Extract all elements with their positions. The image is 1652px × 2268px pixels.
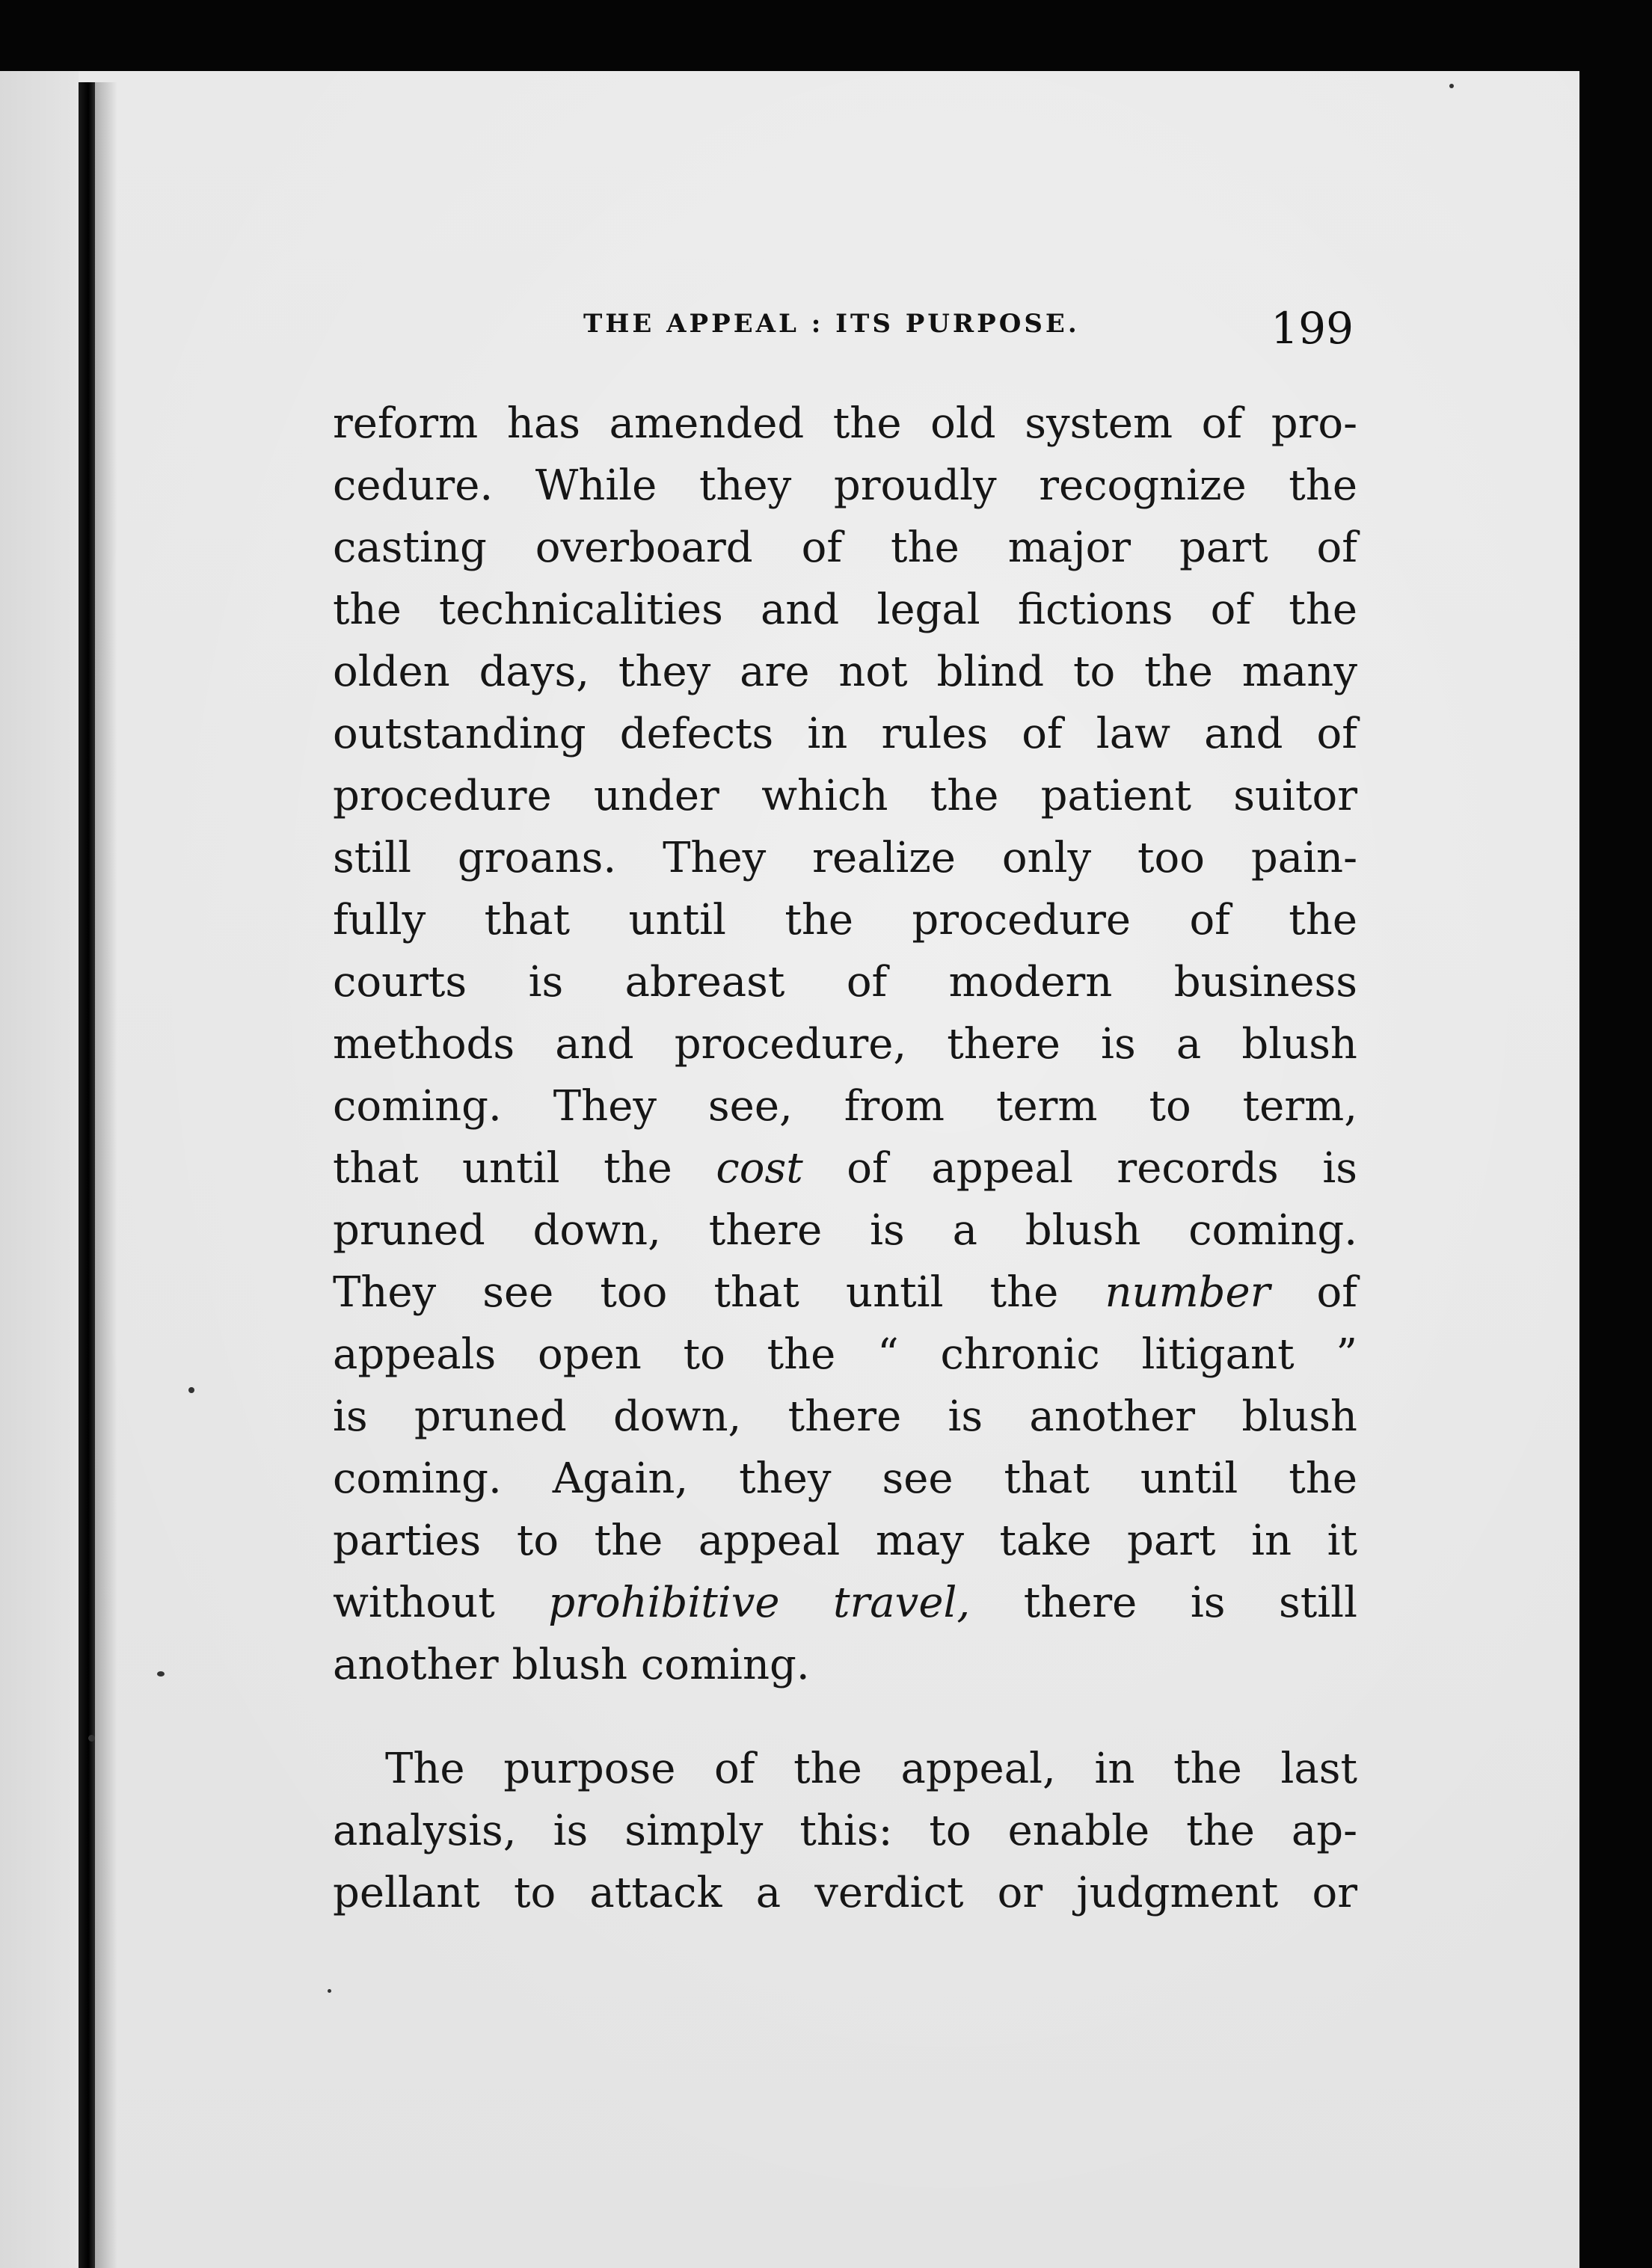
spine-shadow xyxy=(95,82,117,2268)
text-line: cedure. While they proudly recognize the xyxy=(333,461,1357,510)
text-line: outstanding defects in rules of law and of xyxy=(333,710,1357,758)
adjacent-page-margin xyxy=(0,71,79,2268)
text-line: pruned down, there is a blush coming. xyxy=(333,1206,1357,1255)
text-line: coming. Again, they see that until the xyxy=(333,1454,1357,1503)
text-line: is pruned down, there is another blush xyxy=(333,1392,1357,1441)
text-segment: of xyxy=(1270,1268,1357,1317)
text-line: reform has amended the old system of pro- xyxy=(333,399,1357,448)
book-spine xyxy=(79,82,95,2268)
text-line: pellant to attack a verdict or judgment or xyxy=(333,1869,1357,1917)
text-line xyxy=(333,1261,1357,1324)
dust-speck xyxy=(188,1387,194,1393)
italic-term: cost xyxy=(716,1144,803,1193)
scan-border-top xyxy=(0,0,1652,75)
text-segment: They see too that until the xyxy=(333,1268,1105,1317)
text-line xyxy=(333,1137,1357,1199)
text-segment: of appeal records is xyxy=(802,1144,1358,1193)
text-line: another blush coming. xyxy=(333,1641,810,1689)
text-segment: that until the xyxy=(333,1144,716,1193)
dust-speck xyxy=(1449,84,1454,88)
scan-border-right xyxy=(1581,0,1652,2268)
text-line: The purpose of the appeal, in the last xyxy=(385,1745,1357,1793)
text-line xyxy=(333,1572,1357,1634)
text-line: olden days, they are not blind to the many xyxy=(333,648,1357,696)
text-line: the technicalities and legal fictions of the xyxy=(333,586,1357,634)
dust-speck xyxy=(328,1989,331,1993)
italic-term: number xyxy=(1105,1268,1271,1317)
text-line: coming. They see, from term to term, xyxy=(333,1082,1357,1131)
text-segment: without xyxy=(333,1579,549,1627)
dust-speck xyxy=(157,1671,165,1677)
text-line: appeals open to the “ chronic litigant ” xyxy=(333,1330,1357,1379)
running-head xyxy=(583,303,1354,355)
dust-speck xyxy=(88,1735,95,1742)
text-line: methods and procedure, there is a blush xyxy=(333,1020,1357,1069)
text-line: fully that until the procedure of the xyxy=(333,896,1357,944)
running-title: THE APPEAL : ITS PURPOSE. xyxy=(583,309,1080,339)
text-segment: there is still xyxy=(970,1579,1357,1627)
text-line: courts is abreast of modern business xyxy=(333,958,1357,1007)
text-line: parties to the appeal may take part in it xyxy=(333,1516,1357,1565)
page-number: 199 xyxy=(1271,303,1354,354)
body-text xyxy=(333,393,1357,1924)
text-line: analysis, is simply this: to enable the ap- xyxy=(333,1807,1357,1855)
paragraph-1 xyxy=(333,393,1357,1696)
italic-term: prohibitive travel, xyxy=(548,1579,971,1627)
text-line: procedure under which the patient suitor xyxy=(333,772,1357,820)
paragraph-gap xyxy=(333,1696,1357,1738)
paragraph-2 xyxy=(333,1738,1357,1924)
text-line: casting overboard of the major part of xyxy=(333,523,1357,572)
text-line: still groans. They realize only too pain- xyxy=(333,834,1357,882)
